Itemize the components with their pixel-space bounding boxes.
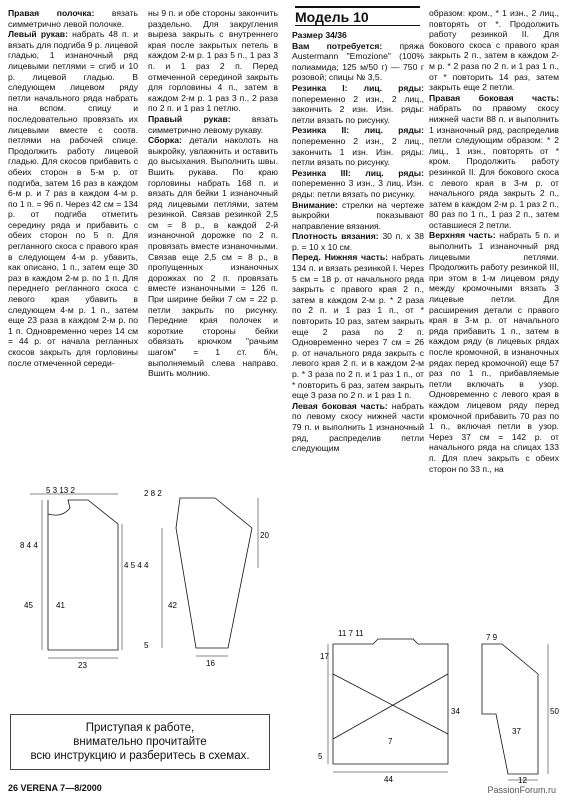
sleeve-bottom-side: 5: [144, 641, 149, 650]
front-right-dim: 4 5 4 4: [124, 561, 149, 570]
site-watermark: PassionForum.ru: [487, 785, 556, 795]
col3-paragraph: [292, 83, 424, 125]
col3-paragraph: [292, 125, 424, 167]
sleeve-top-dim: 2 8 2: [144, 489, 162, 498]
col1-paragraph: [8, 29, 138, 368]
paragraph-text: 30 п. x 38 р. = 10 x 10 см.: [292, 231, 424, 252]
side-bottom-dim: 12: [518, 776, 527, 785]
paragraph-heading: Резинка II: лиц. ряды:: [292, 125, 424, 136]
notice-line-3: всю инструкцию и разберитесь в схемах.: [30, 750, 250, 762]
paragraph-text: образом: кром., * 1 изн., 2 лиц., повторять от *. Продолжить работу резинкой II. Для бокового скоса с правого края закрыть 2 п., затем в каждом 2-м р. * 2 раза по 2 п. и 1 раз 1 п., от * повторить 14 раз, затем закрыть еще 2 петли.: [429, 8, 559, 93]
paragraph-text: ны 9 п. и обе стороны закончить раздельно. Для закругления выреза закрыть с внутреннего края после закрытых петель в каждом 2-м р. 1 раз 5 п., 1 раз 3 п. и 1 раз 2 п. Перед отмеченной серединой закрыть для горловины 4 п., затем в каждом 2-м р. 1 раз 3 п., 2 раза по 2 п. и 1 раз 1 петлю.: [148, 8, 278, 114]
paragraph-heading: Правая полочка:: [8, 8, 95, 18]
model-title: Модель 10: [295, 6, 420, 26]
side-schematic: [468, 634, 560, 784]
paragraph-heading: Верхняя часть:: [429, 230, 496, 241]
paragraph-heading: Правая боковая часть:: [429, 92, 559, 103]
paragraph-heading: Резинка III: лиц. ряды:: [292, 167, 424, 178]
notice-line-1: Приступая к работе,: [85, 722, 195, 734]
col1-paragraph: [8, 8, 138, 29]
paragraph-text: попеременно 3 изн., 3 лиц. Изн. ряды: петли вязать по рисунку.: [292, 178, 424, 199]
paragraph-text: попеременно 2 изн., 2 лиц., закончить 1 изн. Изн. ряды: петли вязать по рисунку.: [292, 135, 424, 168]
back-schematic: [318, 629, 468, 784]
paragraph-heading: Левая боковая часть:: [292, 400, 388, 411]
side-side-dim: 50: [550, 707, 559, 716]
text-column-2: [148, 8, 278, 379]
col3-paragraph: [292, 200, 424, 232]
sleeve-inner-dim: 42: [168, 601, 177, 610]
paragraph-heading: Вам потребуется:: [292, 40, 383, 51]
paragraph-heading: Левый рукав:: [8, 29, 68, 40]
col4-paragraph: [429, 230, 559, 474]
front-side-dim: 45: [24, 601, 33, 610]
front-top-dim: 5 3 13 2: [46, 486, 75, 495]
paragraph-text: вязать симметрично левой полочке.: [8, 8, 138, 29]
notice-box: [10, 714, 270, 770]
page-footer: 26 VERENA 7—8/2000: [8, 783, 102, 793]
col4-paragraph: [429, 8, 559, 93]
side-top-dim: 7 9: [486, 633, 498, 642]
paragraph-text: детали наколоть на выкройку, увлажнить и оставить до высыхания. Выполнить швы. Вшить рукава. По краю горловины набрать 168 п. и вязать для бейки 1 изнаночный ряд лицевыми петлями, затем резинкой. Связав резинкой 2,5 см = 8 р., в каждой 2-й изнаночной дорожке по 2 п. провязать вместе изнаночными. Связав еще 2,5 см = 8 р., в пропущенных изнаночных дорожках по 2 п. провязать вместе изнаночными = 126 п. При ширине бейки 7 см = 22 р. петли закрыть по рисунку. Передние края полочек и короткие стороны бейки обвязать крючком "рачьим шагом" = 1 ст. б/н, выполняемый слева направо. Вшить молнию.: [148, 135, 278, 379]
front-left-dim: 8 4 4: [20, 541, 38, 550]
front-schematic: [10, 486, 149, 688]
back-side-dim: 34: [451, 707, 460, 716]
back-bottom-left: 5: [318, 752, 323, 761]
paragraph-heading: Сборка:: [148, 135, 182, 146]
paragraph-text: попеременно 2 изн., 2 лиц., закончить 2 изн. Изн. ряды: петли вязать по рисунку.: [292, 93, 424, 125]
front-inner-dim: 41: [56, 601, 65, 610]
notice-line-2: внимательно прочитайте: [73, 736, 207, 748]
text-column-1: [8, 8, 138, 368]
size-heading: Размер 34/36: [292, 30, 347, 40]
paragraph-text: набрать 5 п. и выполнить 1 изнаночный ряд лицевыми петлями. Продолжить работу резинкой III, при этом в 1-м лицевом ряду между кромочными вязать 3 лицевые петли. Для расширения детали с правого края в 3-м р. от начального ряда прибавить 1 п., затем в каждом ряду (в лицевых рядах после кромочной, в изнаночных рядах перед кромочной) еще 57 раз по 1 п., прибавляемые петли включать в узор. Одновременно с левого края в каждом лицевом ряду перед кромочной прибавить 70 раз по 1 п., включая петли в узор. Через 37 см = 142 р. от начального ряда на спицах 133 п. Для плеч закрыть с обеих сторон по 33 п., на: [429, 230, 559, 474]
col3-paragraph: [292, 401, 424, 454]
paragraph-heading: Резинка I: лиц. ряды:: [292, 82, 424, 93]
col3-paragraph: [292, 231, 424, 252]
text-column-3: [292, 30, 424, 454]
paragraph-text: набрать 134 п. и вязать резинкой I. Через 5 см = 18 р. от начального ряда закрыть с правого края 2 п., затем в каждом 2-м р. * 2 раза по 2 п. и 1 раз 1 п., от * повторить 10 раз, затем закрыть еще 2 раза по 2 п. Одновременно через 7 см = 26 р. от начального ряда закрыть с левого края 2 п. и в каждом 2-м р. * 3 раза по 2 п. и 1 раз 1 п., от * повторить 6 раз, затем закрыть еще 3 раза по 2 п. и 1 раз 1 п.: [292, 252, 424, 401]
sleeve-bottom-dim: 16: [206, 659, 215, 668]
sleeve-schematic: [140, 488, 270, 688]
back-bottom-dim: 44: [384, 775, 393, 784]
paragraph-text: пряжа Austermann "Emozione" (100% полиамида; 125 м/50 г) — 750 г розовой; спицы № 3,5.: [292, 40, 425, 83]
sleeve-side-dim: 20: [260, 531, 269, 540]
paragraph-heading: Плотность вязания:: [292, 231, 379, 242]
back-left-label: 17: [320, 652, 329, 661]
paragraph-text: стрелки на чертеже выкройки показывают направление вязания.: [292, 199, 424, 231]
col2-paragraph: [148, 135, 278, 379]
back-mid-dim: 7: [388, 737, 393, 746]
paragraph-heading: Внимание:: [292, 199, 338, 210]
paragraph-text: вязать симметрично левому рукаву.: [148, 113, 278, 135]
side-inner-dim: 37: [512, 727, 521, 736]
paragraph-heading: Перед. Нижняя часть:: [292, 252, 389, 263]
col3-paragraph: [292, 41, 424, 83]
col4-paragraph: [429, 93, 559, 231]
col3-paragraph: [292, 252, 424, 400]
paragraph-text: набрать по правому скосу нижней части 88 п. и выполнить 1 изнаночный ряд, распределив петли следующим образом: * 2 лиц., 1 изн., повторять от * кром. Продолжить работу резинкой II. Для бокового скоса с левого края в 3-м р. от начального ряда закрыть 2 п., затем в каждом 2-м р. 1 раз 2 п., 80 раз по 1 п., 1 раз 2 п., затем оставшиеся 2 петли.: [429, 103, 560, 230]
paragraph-text: набрать 48 п. и вязать для подгиба 9 р. лицевой гладью, 1 изнаночный ряд лицевыми петлями = сгиб и 10 р. лицевой гладью. В следующем лицевом ряду петли начального ряда набрать на вспом. спицу и последовательно провязать их лицевыми вместе с соотв. петлями на рабочей спице. Продолжить работу лицевой гладью. Для скосов прибавить с обеих сторон в 5-м р. от подгиба, затем 16 раз в каждом 6-м р. и 7 раз в каждом 4-м р. по 1 п. = 96 п. Через 42 см = 134 р. от подгиба отметить середину ряда и прибавить с обеих сторон по 5 п. Для регланного скоса с правого края в следующем 4-м р. убавить, как описано, 1 п., затем еще 30 раз в каждом 2-м р. по 1 п. Для переднего регланного скоса с левого края убавить в следующем 4-м р. 1 п., затем еще 23 раза в каждом 2-м р. по 1 п. Одновременно через 14 см = 44 р. от начала регланных скосов закрыть для горловины после отмеченной середи-: [8, 29, 139, 368]
text-column-4: [429, 8, 559, 474]
paragraph-text: набрать по левому скосу нижней части 79 п. и выполнить 1 изнаночный ряд, распределив петли следующим: [292, 400, 424, 454]
paragraph-heading: Правый рукав:: [148, 113, 231, 124]
col3-paragraph: [292, 168, 424, 200]
col2-paragraph: [148, 114, 278, 135]
front-bottom-dim: 23: [78, 661, 87, 670]
col2-paragraph: [148, 8, 278, 114]
back-top-dim: 11 7 11: [338, 629, 364, 638]
